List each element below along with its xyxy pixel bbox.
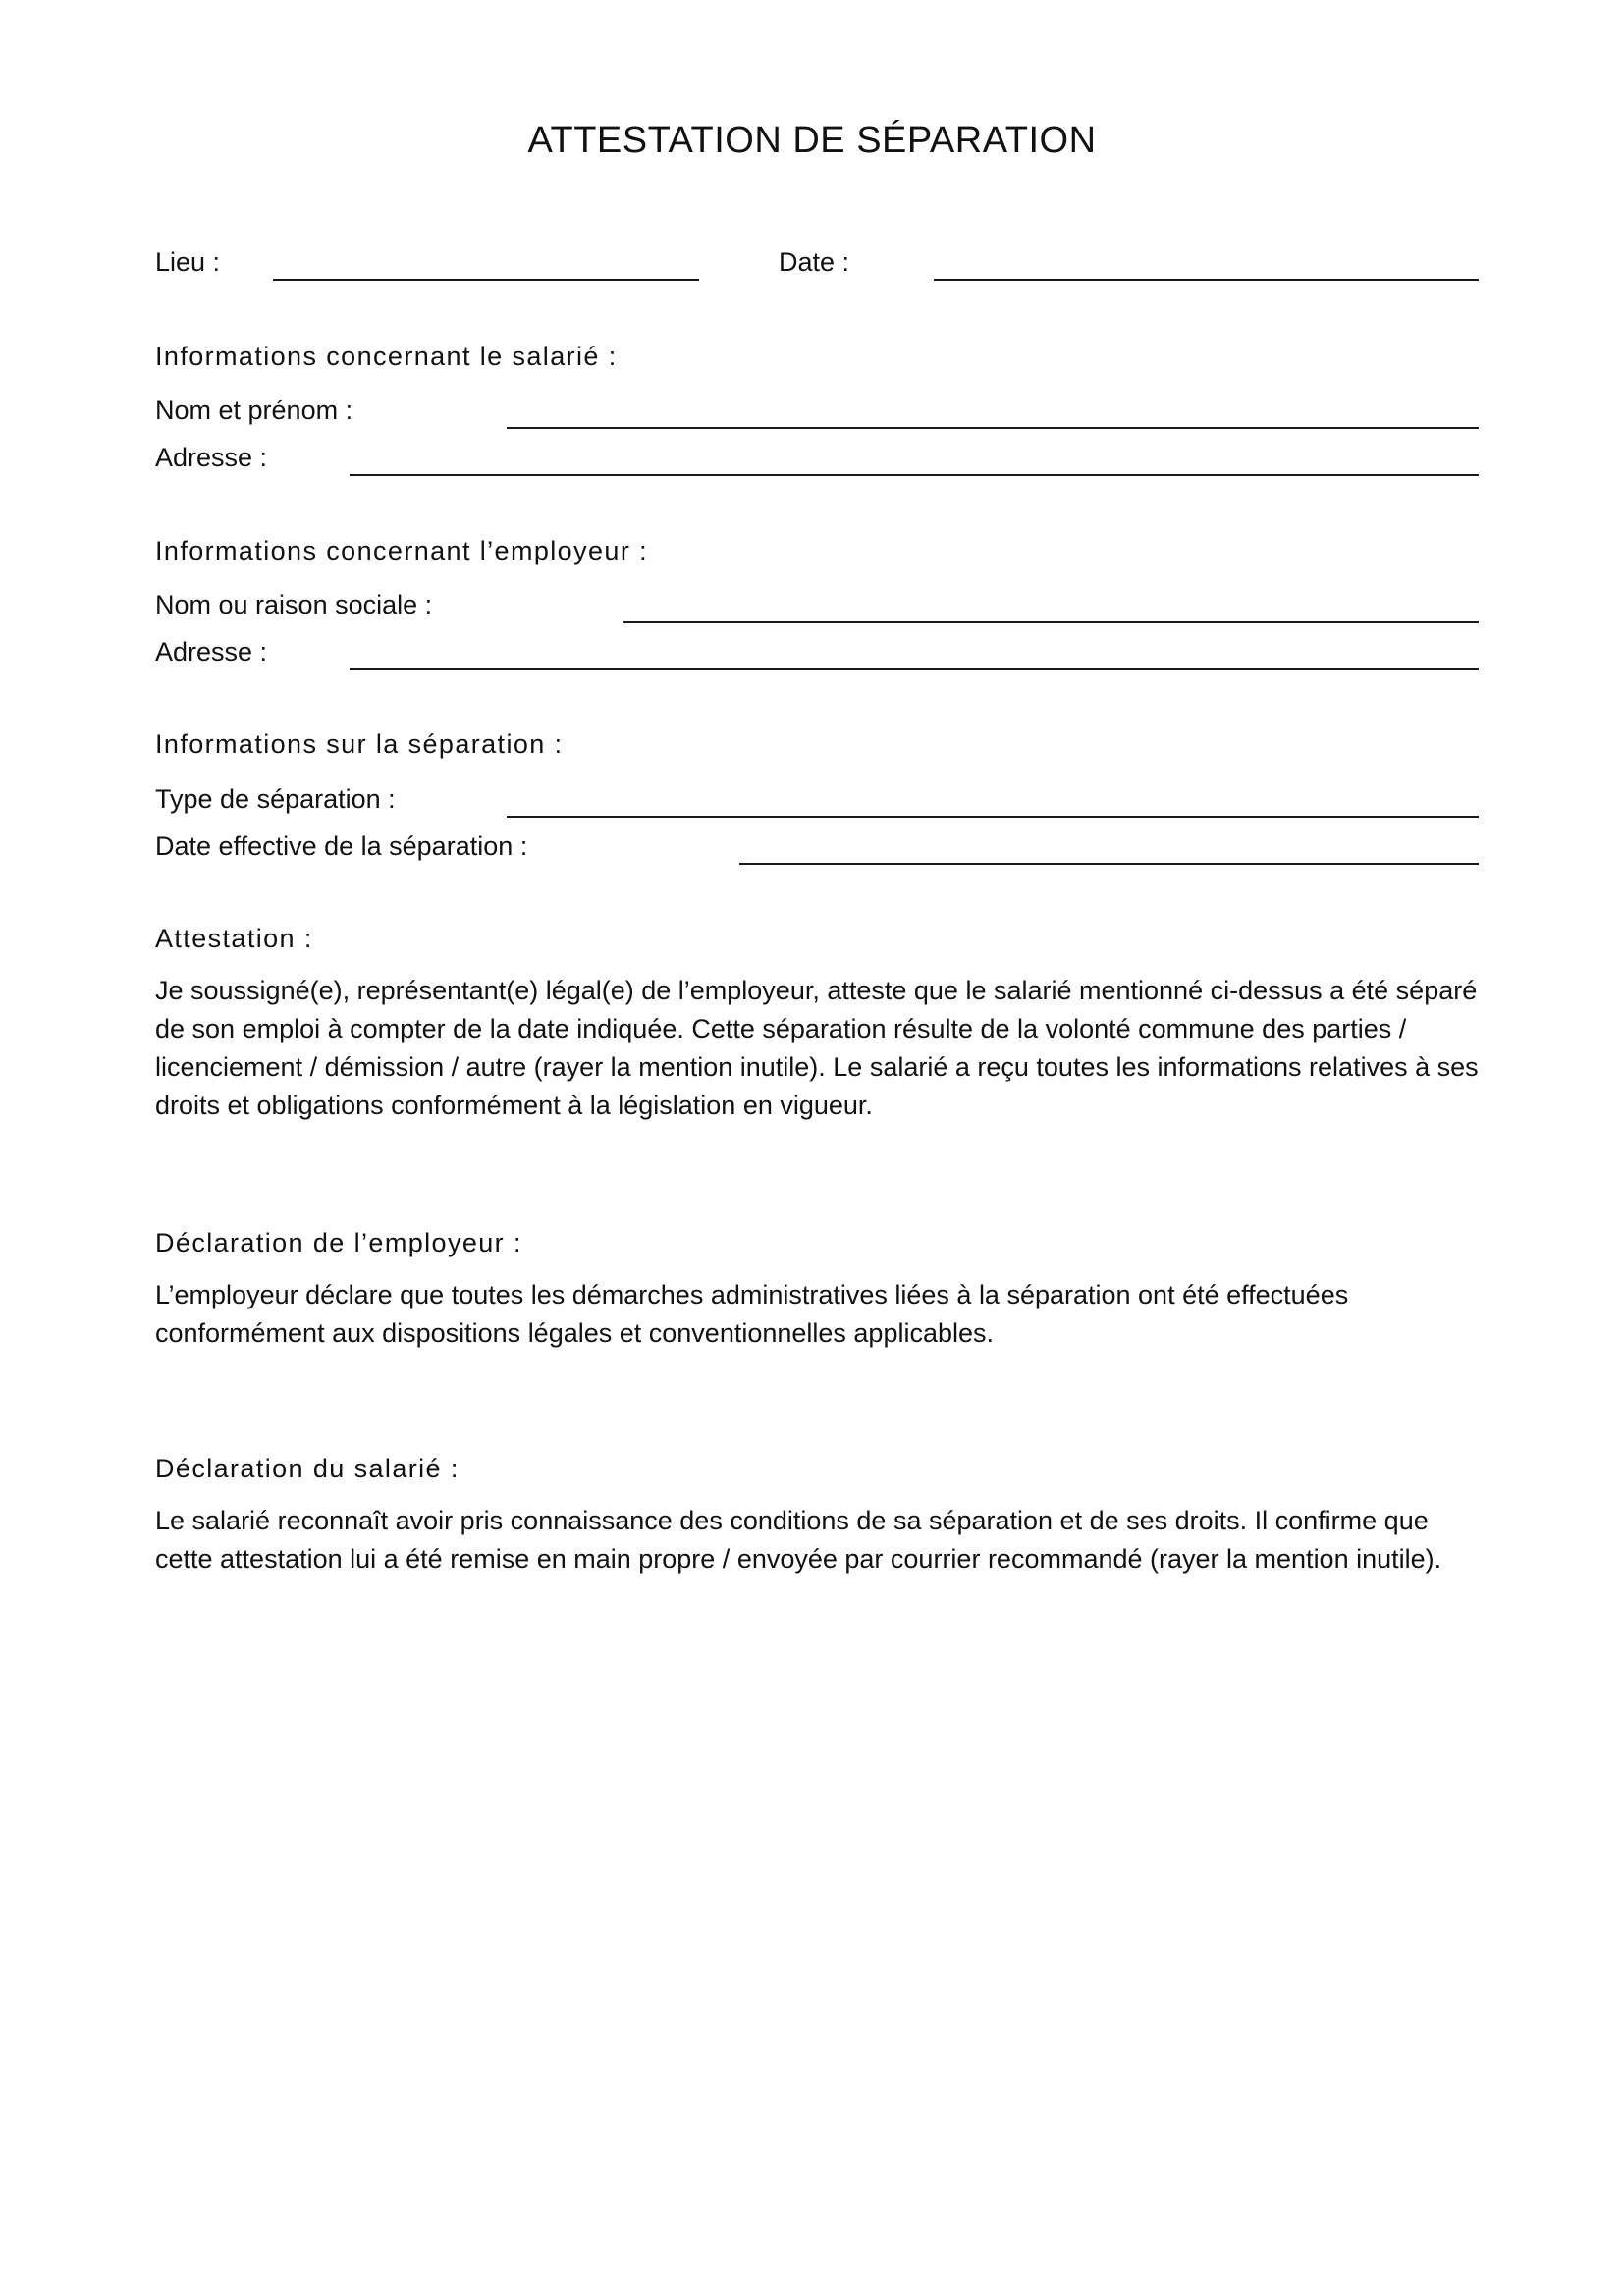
lieu-field[interactable] [273,279,699,281]
salarie-adresse-label: Adresse : [155,443,268,472]
employeur-nom-label: Nom ou raison sociale : [155,590,433,619]
attestation-heading: Attestation : [155,924,313,953]
separation-heading: Informations sur la séparation : [155,729,564,759]
salarie-adresse-field[interactable] [350,474,1479,476]
declaration-employeur-text: L’employeur déclare que toutes les démarches administratives liées à la séparation ont été effectuées conformément aux dispositions légales et conventionnelles applicables. [155,1280,1349,1348]
employeur-heading: Informations concernant l’employeur : [155,536,649,565]
salarie-nom-field[interactable] [507,427,1479,429]
separation-type-field[interactable] [507,816,1479,818]
salarie-heading: Informations concernant le salarié : [155,342,618,371]
separation-type-label: Type de séparation : [155,784,396,814]
declaration-salarie-heading: Déclaration du salarié : [155,1454,460,1483]
attestation-text: Je soussigné(e), représentant(e) légal(e) de l’employeur, atteste que le salarié mentionné ci-dessus a été séparé de son emploi à compter de la date indiquée. Cette séparation résulte de la volonté commune des parties / licenciement / démission / autre (rayer la mention inutile). Le salarié a reçu toutes les informations relatives à ses droits et obligations conformément à la législation en vigueur. [155,976,1479,1120]
lieu-label: Lieu : [155,247,221,277]
employeur-adresse-label: Adresse : [155,637,268,667]
declaration-employeur-heading: Déclaration de l’employeur : [155,1228,522,1257]
date-field[interactable] [934,279,1479,281]
declaration-salarie-text: Le salarié reconnaît avoir pris connaissance des conditions de sa séparation et de ses droits. Il confirme que cette attestation lui a été remise en main propre / envoyée par courrier recommandé (rayer la mention inutile). [155,1506,1442,1574]
date-label: Date : [779,247,850,277]
separation-date-field[interactable] [739,863,1479,865]
employeur-adresse-field[interactable] [350,668,1479,670]
document-title: ATTESTATION DE SÉPARATION [527,120,1097,161]
salarie-nom-label: Nom et prénom : [155,396,353,425]
separation-date-label: Date effective de la séparation : [155,831,528,861]
employeur-nom-field[interactable] [623,621,1479,623]
